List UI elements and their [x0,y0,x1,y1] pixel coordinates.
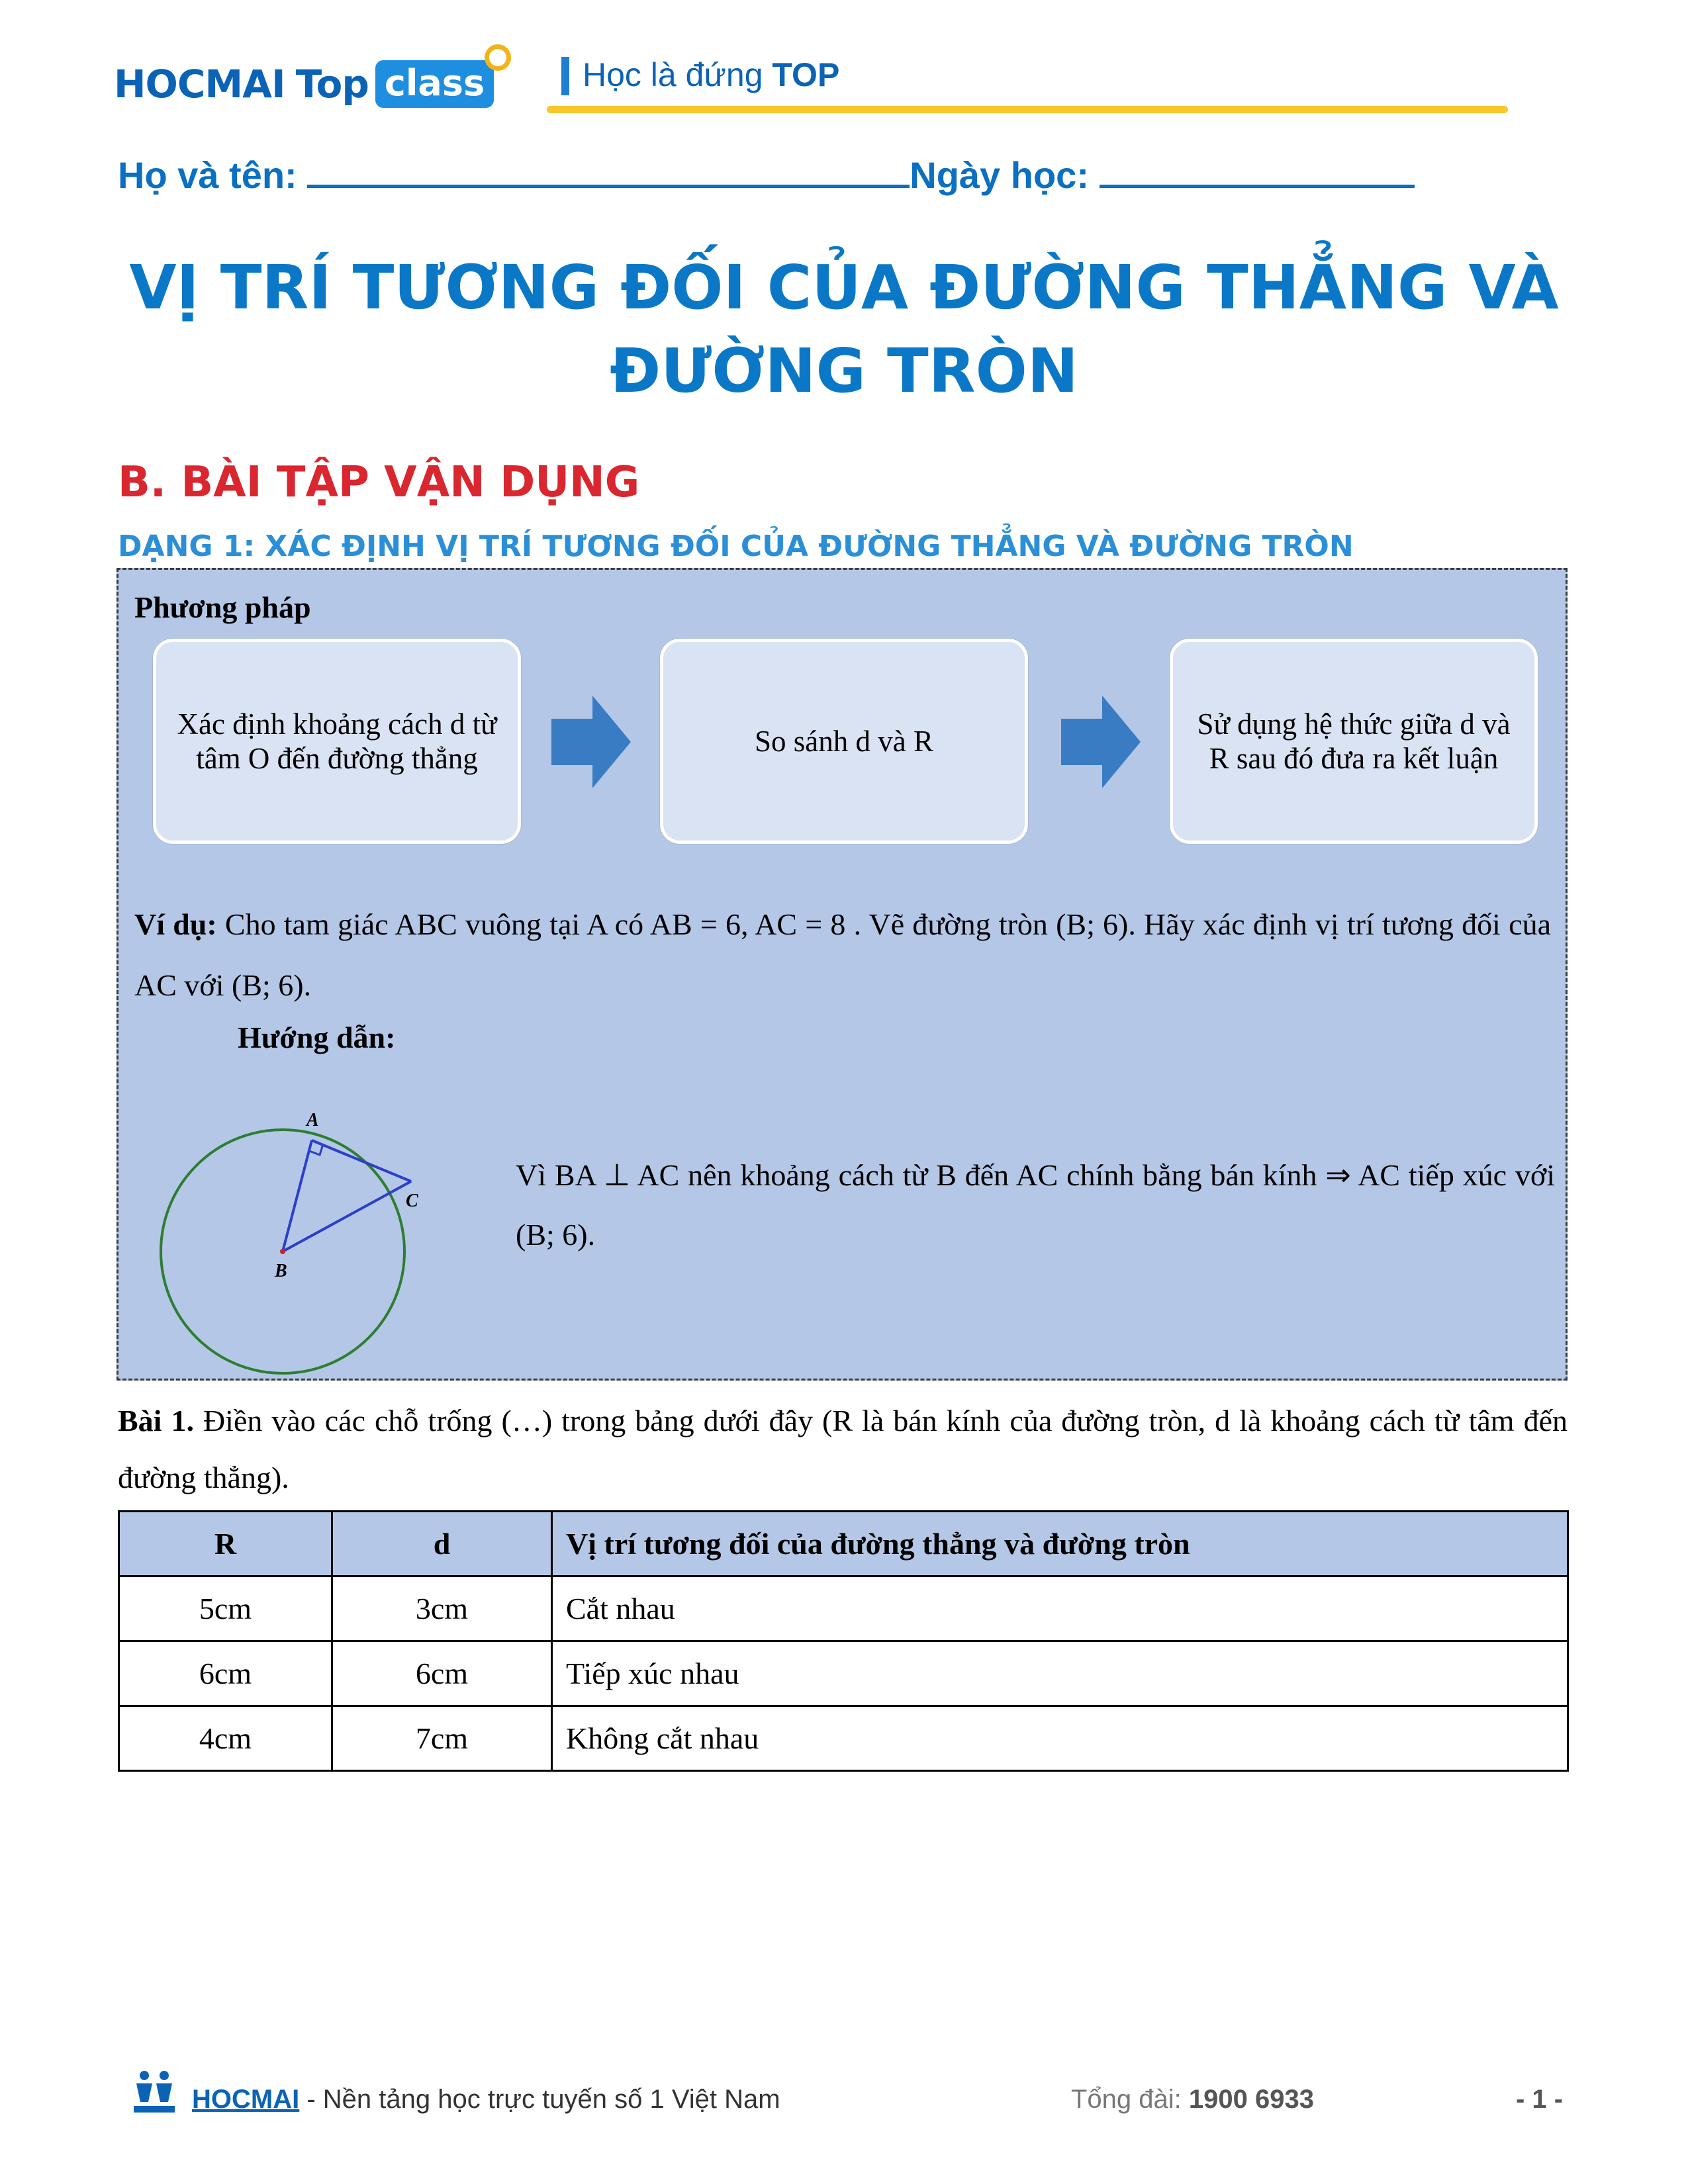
flow-step-3: Sử dụng hệ thức giữa d và R sau đó đưa ra kết luận [1170,639,1538,844]
footer-tagline: - Nền tảng học trực tuyến số 1 Việt Nam [299,2085,780,2114]
example-paragraph [134,894,1551,1016]
header-d: d [332,1512,552,1576]
footer-brand-link[interactable]: HOCMAI [192,2085,300,2114]
date-blank [1100,159,1415,188]
cell-r: 4cm [119,1706,332,1771]
footer-hotline [1071,2085,1314,2115]
arrow-right-icon [1061,696,1141,788]
header-position: Vị trí tương đối của đường thẳng và đường tròn [552,1512,1568,1576]
exercise-1 [118,1392,1568,1506]
header-underline [547,106,1508,113]
hotline-label: Tổng đài: [1071,2085,1189,2114]
cell-d: 7cm [332,1706,552,1771]
section-heading: B. BÀI TẬP VẬN DỤNG [118,458,640,507]
slogan-highlight: TOP [772,56,840,93]
date-label: Ngày học: [910,154,1089,196]
gear-icon [485,44,511,71]
point-b-label: B [275,1261,287,1281]
table-row [119,1641,1568,1706]
geometry-figure [138,1093,416,1371]
name-blank [307,159,910,188]
footer-brand-line [192,2085,780,2115]
hocmai-people-icon [131,2069,177,2116]
cell-r: 6cm [119,1641,332,1706]
exercise-text: Điền vào các chỗ trống (…) trong bảng dưới đây (R là bán kính của đường tròn, d là khoảng cách từ tâm đến đường thẳng). [118,1404,1568,1494]
flow-step-1: Xác định khoảng cách d từ tâm O đến đường thẳng [153,639,521,844]
slogan-divider [561,57,569,95]
page-title-line1: VỊ TRÍ TƯƠNG ĐỐI CỦA ĐƯỜNG THẲNG VÀ [129,252,1559,323]
guide-label: Hướng dẫn: [238,1021,396,1054]
page-title [79,246,1609,413]
point-a-label: A [306,1110,319,1130]
method-box [117,568,1568,1381]
cell-position: Cắt nhau [552,1576,1568,1641]
arrow-right-icon [551,696,631,788]
method-label: Phương pháp [134,590,311,624]
table-header-row [119,1512,1568,1576]
table-row [119,1706,1568,1771]
point-c-label: C [406,1191,418,1211]
page-title-line2: ĐƯỜNG TRÒN [610,336,1078,406]
cell-r: 5cm [119,1576,332,1641]
example-label: Ví dụ: [134,907,217,941]
position-table [118,1510,1569,1772]
header-r: R [119,1512,332,1576]
cell-d: 6cm [332,1641,552,1706]
table-row [119,1576,1568,1641]
cell-position: Tiếp xúc nhau [552,1641,1568,1706]
name-label: Họ và tên: [118,154,297,196]
slogan [583,56,839,94]
slogan-prefix: Học là đứng [583,56,763,93]
example-text: Cho tam giác ABC vuông tại A có AB = 6, AC = 8 . Vẽ đường tròn (B; 6). Hãy xác định vị trí tương đối của AC với (B; 6). [134,907,1551,1002]
hotline-number: 1900 6933 [1188,2085,1314,2114]
logo-hocmai-text: HOCMAI [114,62,285,107]
page-number: - 1 - [1516,2085,1564,2114]
logo-class-text: class [384,62,485,104]
student-info-line [118,154,1415,197]
flow-step-2: So sánh d và R [660,639,1028,844]
explanation-text: Vì BA ⊥ AC nên khoảng cách từ B đến AC chính bằng bán kính ⇒ AC tiếp xúc với (B; 6). [516,1158,1555,1251]
logo-top-text: Top [295,62,369,107]
exercise-label: Bài 1. [118,1404,194,1437]
cell-d: 3cm [332,1576,552,1641]
dang-heading: DẠNG 1: XÁC ĐỊNH VỊ TRÍ TƯƠNG ĐỐI CỦA ĐƯỜNG THẲNG VÀ ĐƯỜNG TRÒN [118,529,1354,563]
cell-position: Không cắt nhau [552,1706,1568,1771]
logo-class-badge [375,60,494,108]
hocmai-topclass-logo [114,54,494,114]
